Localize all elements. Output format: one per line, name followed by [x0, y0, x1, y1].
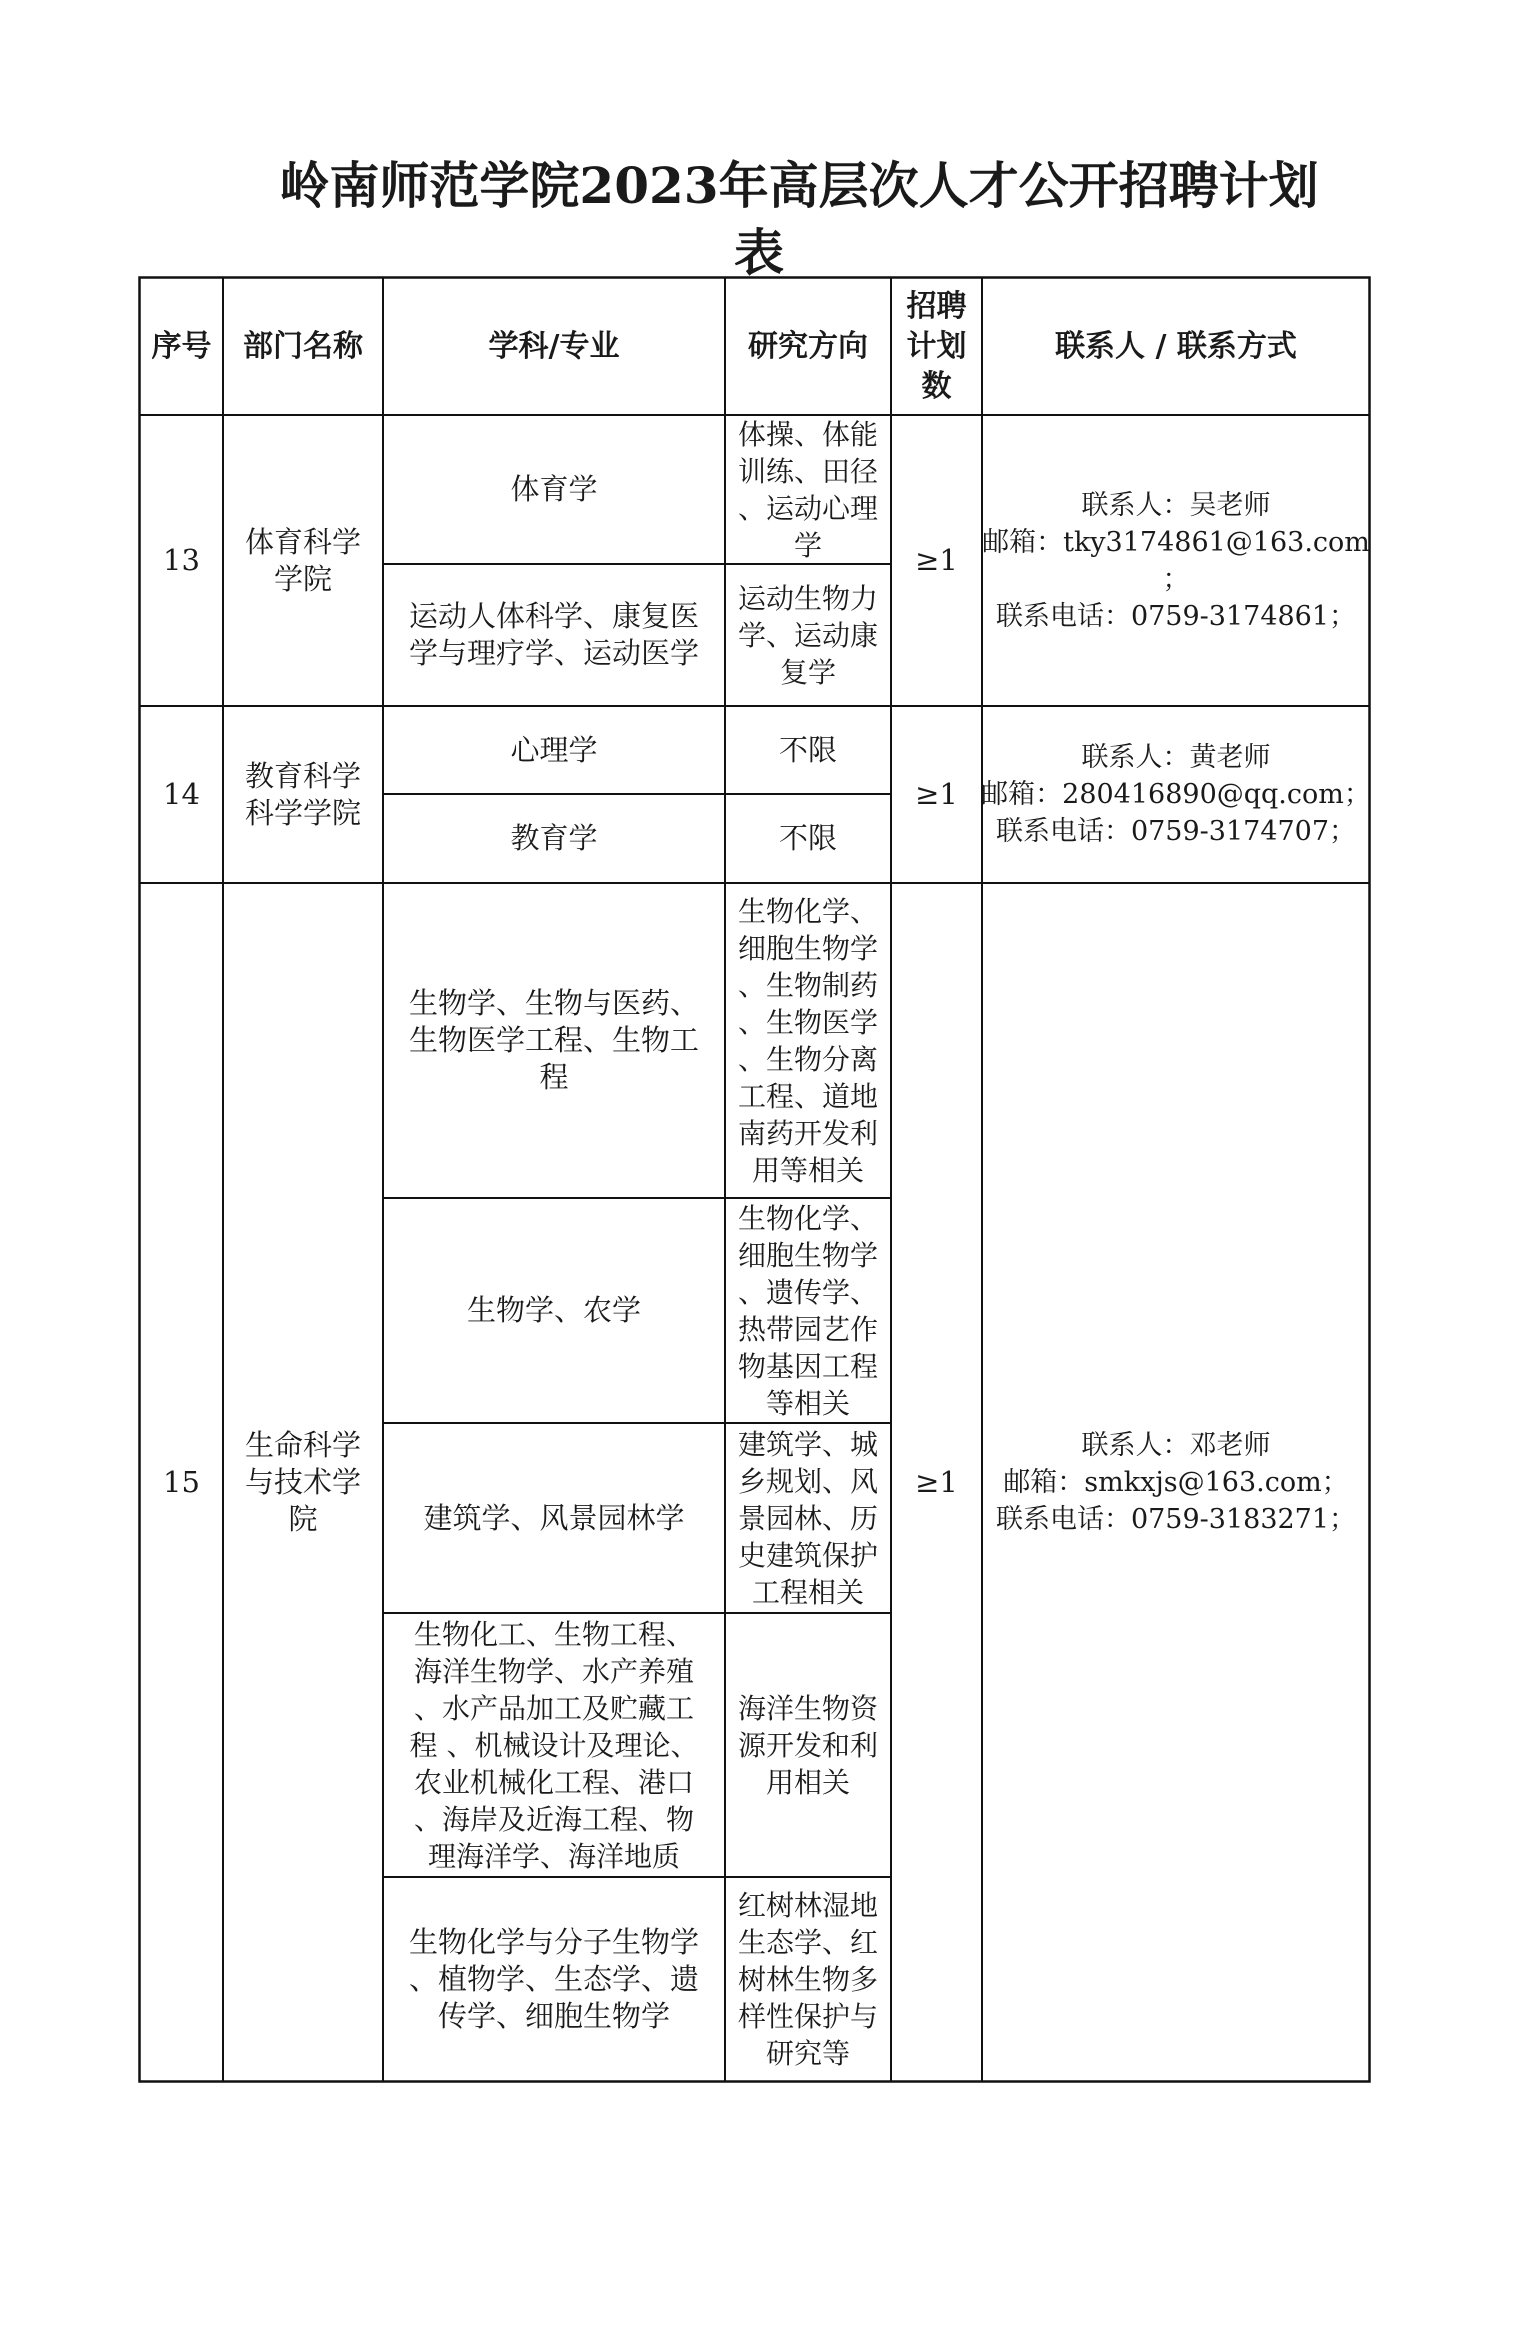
- contact-phone: 联系电话：0759-3183271；: [995, 1503, 1357, 1535]
- direction-line: 海洋生物资: [737, 1691, 878, 1725]
- contact-cell: [982, 706, 1370, 883]
- major-line: 生物医学工程、生物工: [408, 1023, 699, 1057]
- dept-cell: [223, 706, 383, 883]
- contact-email: 邮箱：280416890@qq.com；: [981, 779, 1371, 810]
- direction-line: 细胞生物学: [737, 1238, 878, 1272]
- major-line: 、植物学、生态学、遗: [408, 1961, 699, 1996]
- contact-email: 邮箱：smkxjs@163.com；: [1003, 1466, 1349, 1498]
- header-direction: 研究方向: [748, 328, 868, 364]
- direction-line: 细胞生物学: [737, 931, 878, 965]
- dept-cell: [223, 883, 383, 2081]
- direction-line: 体操、体能: [737, 417, 878, 451]
- dept-line: 生命科学: [244, 1427, 361, 1462]
- seq-cell: 13: [163, 543, 200, 577]
- direction-line: 用相关: [765, 1765, 850, 1799]
- major-cell: 心理学: [510, 732, 598, 767]
- major-cell: 建筑学、风景园林学: [423, 1500, 685, 1535]
- dept-line: 学院: [273, 561, 332, 596]
- contact-cell: [982, 415, 1370, 706]
- direction-line: 生物化学、: [737, 894, 878, 928]
- header-major: 学科/专业: [488, 328, 620, 364]
- direction-line: 红树林湿地: [737, 1888, 878, 1922]
- direction-line: 复学: [779, 655, 836, 689]
- direction-line: 学: [793, 528, 822, 562]
- major-line: 生物学、生物与医药、: [408, 986, 699, 1020]
- direction-cell: [725, 1198, 891, 1423]
- contact-phone: 联系电话：0759-3174861；: [995, 600, 1357, 632]
- header-count: [891, 278, 982, 415]
- direction-line: 源开发和利: [737, 1728, 878, 1762]
- direction-line: 样性保护与: [737, 1999, 878, 2033]
- count-cell: ≥1: [915, 1464, 958, 1499]
- contact-person: 联系人：吴老师: [1081, 489, 1271, 521]
- major-line: 农业机械化工程、港口: [413, 1765, 694, 1799]
- direction-line: 、生物分离: [737, 1042, 878, 1076]
- contact-email: 邮箱：tky3174861@163.com: [982, 526, 1370, 558]
- header-seq: 序号: [151, 328, 212, 364]
- major-cell: 生物学、农学: [466, 1293, 641, 1327]
- dept-line: 院: [288, 1501, 318, 1536]
- major-line: 、海岸及近海工程、物: [413, 1802, 694, 1836]
- major-line: 程 、机械设计及理论、: [409, 1728, 699, 1762]
- major-line: 海洋生物学、水产养殖: [413, 1654, 694, 1688]
- major-line: 、水产品加工及贮藏工: [413, 1691, 694, 1725]
- direction-line: 热带园艺作: [737, 1312, 878, 1346]
- major-cell: [383, 1613, 725, 1877]
- dept-cell: [223, 415, 383, 706]
- direction-line: 生态学、红: [737, 1925, 878, 1959]
- header-contact: 联系人 / 联系方式: [1055, 328, 1297, 364]
- direction-line: 、遗传学、: [737, 1275, 878, 1309]
- direction-line: 工程、道地: [737, 1079, 878, 1113]
- major-line: 生物化工、生物工程、: [413, 1617, 694, 1651]
- direction-line: 训练、田径: [737, 454, 878, 488]
- direction-line: 史建筑保护: [737, 1538, 878, 1572]
- direction-line: 建筑学、城: [737, 1427, 878, 1461]
- seq-cell: 14: [163, 777, 200, 811]
- direction-line: 物基因工程: [737, 1349, 878, 1383]
- major-cell: [383, 1877, 725, 2081]
- direction-line: 南药开发利: [737, 1116, 878, 1150]
- direction-line: 、生物医学: [737, 1005, 878, 1039]
- direction-cell: [725, 415, 891, 564]
- direction-cell: [725, 1613, 891, 1877]
- direction-line: 树林生物多: [737, 1962, 878, 1996]
- direction-line: 生物化学、: [737, 1201, 878, 1235]
- header-dept: 部门名称: [243, 328, 363, 364]
- direction-line: 景园林、历: [737, 1501, 878, 1535]
- direction-cell: [725, 1877, 891, 2081]
- header-count-line: 计划: [906, 328, 967, 364]
- major-line: 学与理疗学、运动医学: [408, 636, 699, 670]
- count-cell: ≥1: [915, 777, 958, 811]
- direction-line: 用等相关: [751, 1153, 864, 1187]
- major-line: 理海洋学、海洋地质: [427, 1839, 680, 1873]
- document-title-line2: 表: [734, 223, 784, 282]
- header-count-line: 数: [921, 368, 952, 404]
- direction-line: 、运动心理: [737, 491, 878, 525]
- direction-line: 学、运动康: [737, 618, 878, 652]
- major-cell: [383, 883, 725, 1198]
- dept-line: 体育科学: [244, 524, 361, 559]
- contact-person: 联系人：黄老师: [1081, 742, 1271, 773]
- direction-line: 研究等: [765, 2036, 850, 2070]
- major-line: 运动人体科学、康复医: [408, 599, 699, 633]
- count-cell: ≥1: [915, 543, 958, 577]
- dept-line: 教育科学: [244, 758, 361, 793]
- contact-cell: [982, 883, 1370, 2081]
- direction-line: 运动生物力: [737, 581, 878, 615]
- direction-line: 等相关: [765, 1386, 850, 1420]
- document-title-line1: 岭南师范学院2023年高层次人才公开招聘计划: [279, 156, 1319, 215]
- direction-line: 工程相关: [751, 1575, 864, 1609]
- header-count-line: 招聘: [906, 288, 967, 324]
- major-cell: [383, 564, 725, 706]
- direction-line: 、生物制药: [737, 968, 878, 1002]
- dept-line: 与技术学: [244, 1464, 361, 1499]
- direction-line: 乡规划、风: [737, 1464, 878, 1498]
- direction-cell: [725, 883, 891, 1198]
- major-cell: 体育学: [510, 472, 598, 506]
- contact-phone: 联系电话：0759-3174707；: [995, 816, 1357, 847]
- seq-cell: 15: [163, 1464, 200, 1499]
- major-line: 程: [539, 1060, 569, 1094]
- major-cell: 教育学: [510, 821, 598, 855]
- contact-line: ；: [1162, 563, 1190, 595]
- major-line: 生物化学与分子生物学: [408, 1924, 699, 1959]
- direction-cell: 不限: [778, 821, 837, 855]
- direction-cell: [725, 1423, 891, 1613]
- direction-cell: 不限: [778, 732, 837, 767]
- direction-cell: [725, 564, 891, 706]
- contact-person: 联系人：邓老师: [1081, 1429, 1271, 1461]
- major-line: 传学、细胞生物学: [437, 1998, 670, 2033]
- dept-line: 科学学院: [244, 795, 361, 830]
